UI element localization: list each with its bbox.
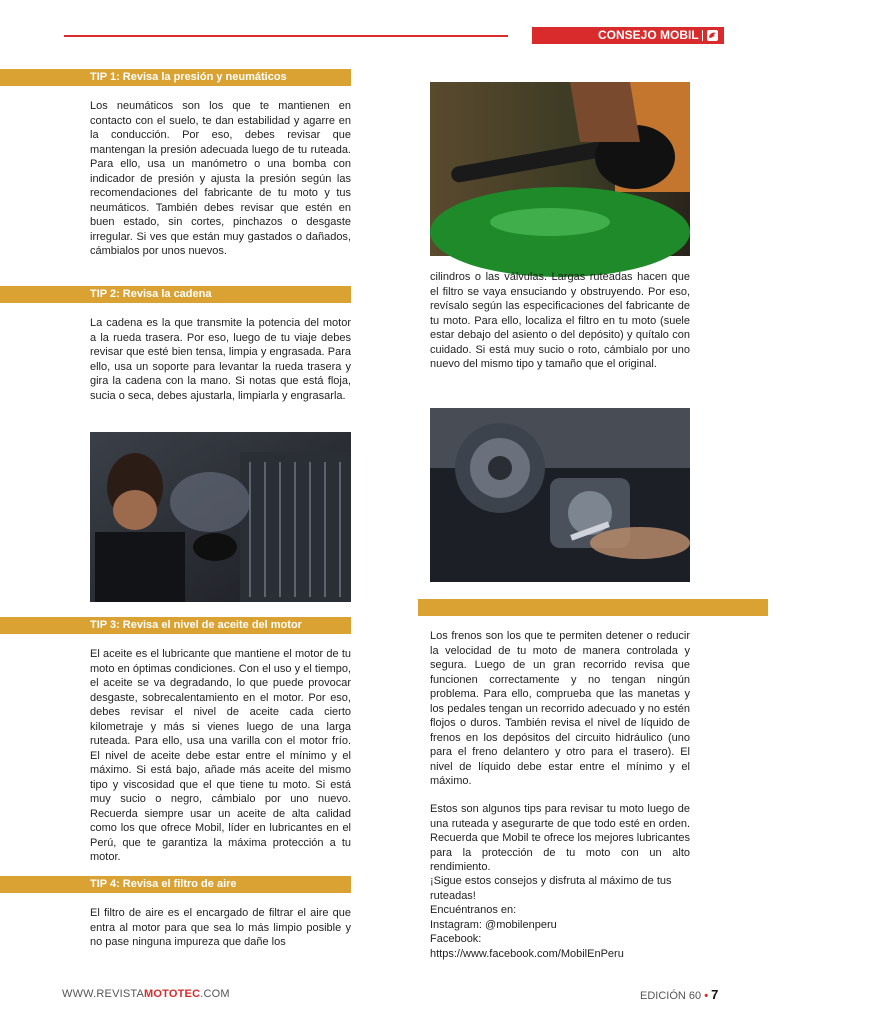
section-tag (532, 27, 724, 44)
tip-4-text: El filtro de aire es el encargado de filtrar el aire que entra al motor para que sea lo más limpio posible y no pase ninguna impureza que dañe los (90, 907, 351, 948)
tip-1-text: Los neumáticos son los que te mantienen en contacto con el suelo, te dan estabilidad y agarre en la conducción. Por eso, debes revisar que mantengan la presión adecuada luego de tu ruteada. Para ello, usa un manómetro o una bomba con indicador de presión y ajusta la presión según las recomendaciones del fabricante de tu moto y tus neumáticos. También debes revisar que estén en buen estado, sin cortes, pinchazos o desgaste irregular. Si ves que están muy gastados o dañados, cámbialos por unos nuevos. (90, 100, 351, 257)
facebook-url: https://www.facebook.com/MobilEnPeru (430, 947, 624, 960)
engine-photo (430, 408, 690, 582)
closing-paragraph: Estos son algunos tips para revisar tu moto luego de una ruteada y asegurarte de que todo esté en orden. Recuerda que Mobil te ofrece los mejores lubricantes para la protección de tu moto con un alto rendimiento. (430, 803, 690, 873)
tip-1-heading: TIP 1: Revisa la presión y neumáticos (0, 69, 351, 86)
section-separator (702, 30, 703, 41)
closing-find-us: Encuéntranos en: (430, 904, 517, 916)
facebook-label: Facebook: (430, 933, 482, 945)
footer-edition: EDICIÓN 60 • 7 (640, 987, 719, 1002)
footer-bullet: • (704, 990, 709, 1002)
page-number: 7 (711, 987, 719, 1002)
tip-3-heading: TIP 3: Revisa el nivel de aceite del motor (0, 617, 351, 634)
tip-3-text: El aceite es el lubricante que mantiene el motor de tu moto en óptimas condiciones. Con el uso y el tiempo, el aceite se va degradando, lo que puede provocar desgaste, sobrecalentamiento en el motor. Por eso, debes revisar el nivel de aceite cada cierto kilometraje y más si vienes luego de una larga ruteada. Para ello, usa una varilla con el motor frío. El nivel de aceite debe estar entre el mínimo y el máximo. Si está bajo, añade más aceite del mismo tipo y viscosidad que el que tiene tu moto. Si está muy sucio o negro, cámbialo por uno nuevo. Recuerda siempre usar un aceite de alta calidad como los que ofrece Mobil, líder en lubricantes en el Perú, que te garantiza la máxima protección a tu motor. (90, 648, 351, 863)
instagram-handle: Instagram: @mobilenperu (430, 918, 557, 931)
tip-4-text-continued: cilindros o las válvulas. Largas ruteadas hacen que el filtro se vaya ensuciando y obstruyendo. Por eso, revísalo según las especificaciones del fabricante de tu moto. Para ello, localiza el filtro en tu moto (suele estar debajo del asiento o del depósito) y quítalo con cuidado. Si está muy sucio o roto, cámbialo por uno nuevo del mismo tipo y tamaño que el original. (430, 271, 690, 370)
handlebar-photo (430, 82, 690, 256)
tip-5-heading: TIP 5: Revisa los frenos (418, 599, 768, 616)
section-title: CONSEJO MOBIL (598, 28, 699, 42)
tip-2-heading: TIP 2: Revisa la cadena (0, 286, 351, 303)
tip-5-text: Los frenos son los que te permiten detener o reducir la velocidad de tu moto de manera controlada y segura. Luego de un gran recorrido revisa que funcionen correctamente y no tengan ningún problema. Para ello, comprueba que las manetas y los pedales tengan un recorrido adecuado y no estén flojos o duros. También revisa el nivel de líquido de frenos en los depósitos del circuito hidráulico (uno para el freno delantero y otro para el trasero). El nivel de líquido debe estar entre el mínimo y el máximo. (430, 630, 690, 787)
tip-4-heading: TIP 4: Revisa el filtro de aire (0, 876, 351, 893)
tip-2-text: La cadena es la que transmite la potencia del motor a la rueda trasera. Por eso, luego de tu viaje debes revisar que esté bien tensa, limpia y engrasada. Para ello, usa un soporte para levantar la rueda trasera y gira la cadena con la mano. Si notas que está floja, sucia o seca, debes ajustarla, limpiarla y engrasarla. (90, 317, 351, 402)
footer-website: WWW.REVISTAMOTOTEC.COM (62, 988, 230, 1000)
header-rule (64, 35, 508, 37)
mobil-pegasus-icon (707, 30, 718, 41)
closing-cta: ¡Sigue estos consejos y disfruta al máximo de tus ruteadas! (430, 875, 672, 902)
mechanic-photo (90, 432, 351, 602)
